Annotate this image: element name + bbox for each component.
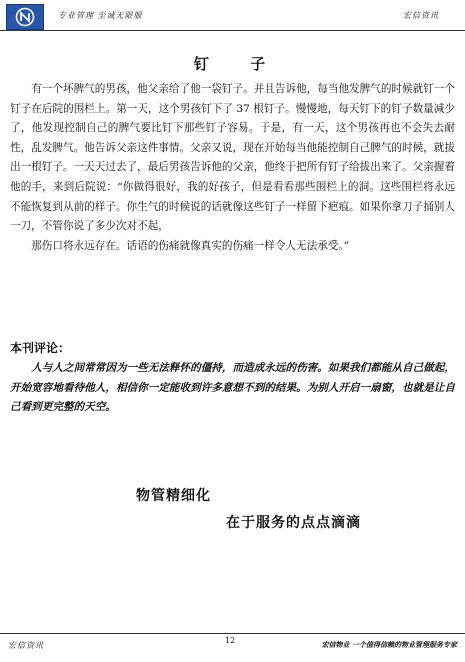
article-paragraph: 那伤口将永远存在。话语的伤痛就像真实的伤痛一样令人无法承受。” — [31, 239, 350, 252]
comment-heading: 本刊评论： — [10, 341, 71, 355]
page-header — [0, 0, 465, 34]
logo-emblem-icon — [15, 7, 35, 27]
footer-tagline: 宏信物业 一个值得信赖的物业管理服务专家 — [321, 640, 457, 649]
footer-divider — [0, 633, 465, 634]
company-logo — [6, 4, 44, 30]
article-paragraph: 有一个坏脾气的男孩，他父亲给了他一袋钉子。并且告诉他，每当他发脾气的时候就钉一个钉子在后院的围栏上。第一天，这个男孩钉下了 37 根钉子。慢慢地，每天钉下的钉子数量减少了，他发现控制自己的脾气要比钉下那些钉子容易。于是，有一天，这个男孩再也不会失去耐性，乱发脾气。他告诉父亲这件事情。父亲又说，现在开始每当他能控制自己脾气的时候，就拔出一根钉子。一天天过去了，最后男孩告诉他的父亲，他终于把所有钉子给拔出来了。父亲握着他的手，来到后院说：“你做得很好，我的好孩子，但是看看那些围栏上的洞。这些围栏将永远不能恢复到从前的样子。你生气的时候说的话就像这些钉子一样留下疤痕。如果你拿刀子捅别人一刀，不管你说了多少次对不起， — [10, 83, 455, 233]
header-publication-name: 宏信资讯 — [403, 11, 439, 20]
comment-paragraph: 人与人之间常常因为一些无法释怀的僵持，而造成永远的伤害。如果我们都能从自己做起，开始宽容地看待他人，相信你一定能收到许多意想不到的结果。为别人开启一扇窗，也就是让自己看到更完整的天空。 — [10, 362, 455, 414]
article-title: 钉 子 — [193, 55, 284, 73]
slogan-line-1: 物管精细化 — [136, 488, 211, 504]
header-slogan: 专业管理 至诚无限服 — [58, 11, 143, 20]
header-divider — [0, 30, 465, 31]
slogan-line-2: 在于服务的点点滴滴 — [226, 515, 361, 531]
article-body — [10, 80, 455, 256]
comment-body — [10, 359, 455, 418]
footer-publication-name: 宏信资讯 — [8, 641, 44, 650]
page-number: 12 — [225, 636, 236, 645]
